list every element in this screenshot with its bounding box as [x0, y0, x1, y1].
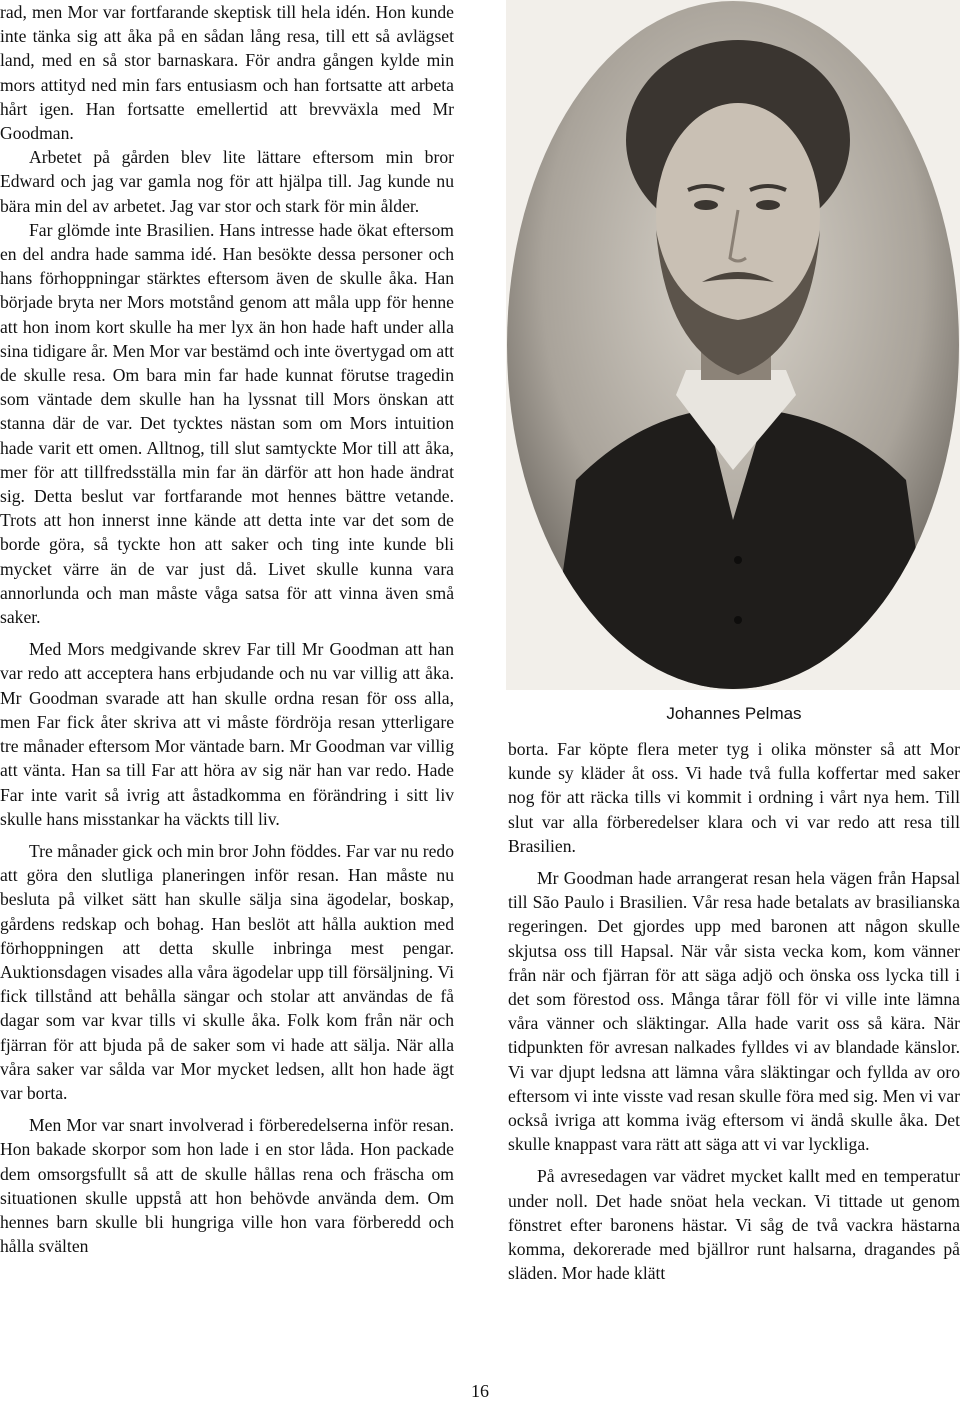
paragraph: Mr Goodman hade arrangerat resan hela vägen från Hapsal till São Paulo i Brasilien. Vår resa hade betalats av brasilianska regeringen. Det gjordes upp med baronen att någon skulle skjutsa oss till Hapsal. När vår sista vecka kom, kom vänner från när och fjärran för att säga adjö och önska oss lycka till i det som förestod oss. Många tårar föll för vi ville inte lämna våra vänner och släktingar. Alla hade varit oss så kära. När tidpunkten för avresan nalkades fylldes vi av blandade känslor. Vi var djupt ledsna att lämna våra släktingar och fyllda av oro eftersom vi inte visste vad resan skulle föra med sig. Men vi var också ivriga att komma iväg eftersom vi ändå skulle åka. Det skulle knappast vara rätt att säga att vi var lyckliga. [508, 868, 960, 1155]
portrait-photo [506, 0, 960, 690]
left-text-column [0, 0, 454, 1258]
paragraph: Arbetet på gården blev lite lättare eftersom min bror Edward och jag var gamla nog för att hjälpa till. Jag kunde nu bära min del av arbetet. Jag var stor och stark för min ålder. [0, 147, 454, 216]
right-text-column [508, 737, 960, 1285]
page-number: 16 [471, 1381, 489, 1401]
paragraph: rad, men Mor var fortfarande skeptisk till hela idén. Hon kunde inte tänka sig att åka på en sådan lång resa, till ett så avlägset land, med en så stor barnaskara. För andra gången kylde min mors attityd ned min fars entusiasm och han fortsatte att arbeta hårt igen. Han fortsatte emellertid att brevväxla med Mr Goodman. [0, 2, 454, 144]
paragraph: Far glömde inte Brasilien. Hans intresse hade ökat eftersom en del andra hade samma idé. Han besökte dessa personer och hans förhoppningar stärktes eftersom även de skulle åka. Han började bryta ner Mors motstånd genom att måla upp för henne att hon inom kort skulle ha mer lyx än hon hade haft under alla sina tidigare år. Men Mor var bestämd och inte övertygad om att de skulle resa. Om bara min far hade kunnat förutse tragedin som väntade dem skulle han ha lyssnat till Mors önskan att stanna där de var. Det tycktes nästan som om Mors intuition hade varit ett omen. Alltnog, till slut samtyckte Mor till att åka, mer för att tillfredsställa min far än därför att hon hade ändrat sig. Detta beslut var fortfarande mot hennes bättre vetande. Trots att hon innerst inne kände att detta inte var det som de borde göra, så tyckte hon att saker och ting inte kunde bli mycket värre än de var just då. Livet skulle kunna vara annorlunda och man måste våga satsa för att vinna även små saker. [0, 219, 454, 628]
photo-caption: Johannes Pelmas [666, 704, 802, 723]
paragraph: Tre månader gick och min bror John föddes. Far var nu redo att göra den slutliga planeringen inför resan. Han måste nu besluta på vilket sätt han skulle sälja sina ägodelar, boskap, gårdens redskap och bohag. Han beslöt att hålla auktion med förhoppningen att detta skulle inbringa mest pengar. Auktionsdagen visades alla våra ägodelar upp till försäljning. Vi fick tillstånd att behålla sängar och stolar att användas de få dagar som var kvar tills vi skulle åka. Folk kom från när och fjärran för att bjuda på de saker som vi hade att sälja. När alla våra saker var sålda var Mor mycket ledsen, allt hon hade ägt var borta. [0, 840, 454, 1103]
paragraph: borta. Far köpte flera meter tyg i olika mönster så att Mor kunde sy kläder åt oss. Vi hade två fulla koffertar med saker nog för att räcka tills vi kommit i ordning i vårt nya hem. Till slut var alla förberedelser klara och vi var redo att resa till Brasilien. [508, 739, 960, 856]
paragraph: Med Mors medgivande skrev Far till Mr Goodman att han var redo att acceptera hans erbjudande och nu var villig att åka. Mr Goodman svarade att han skulle ordna resan för oss alla, men Far fick åter skriva att vi måste fördröja resan ytterligare tre månader eftersom Mor väntade barn. Mr Goodman var villig att vänta. Han sa till Far att höra av sig när han var redo. Hade Far inte varit så ivrig att åstadkomma en förändring i sitt liv skulle hans misstankar ha väckts till liv. [0, 639, 454, 829]
paragraph: Men Mor var snart involverad i förberedelserna inför resan. Hon bakade skorpor som hon lade i en stor låda. Hon packade dem omsorgsfullt så att de skulle hållas rena och fräscha om situationen skulle uppstå att hon behövde använda dem. Om hennes barn skulle bli hungriga ville hon vara förberedd och hålla svälten [0, 1115, 454, 1257]
paragraph: På avresedagen var vädret mycket kallt med en temperatur under noll. Det hade snöat hela veckan. Vi tittade ut genom fönstret efter baronens hästar. Vi såg de två vackra hästarna komma, dekorerade med bjällror runt halsarna, dragandes på släden. Mor hade klätt [508, 1166, 960, 1284]
